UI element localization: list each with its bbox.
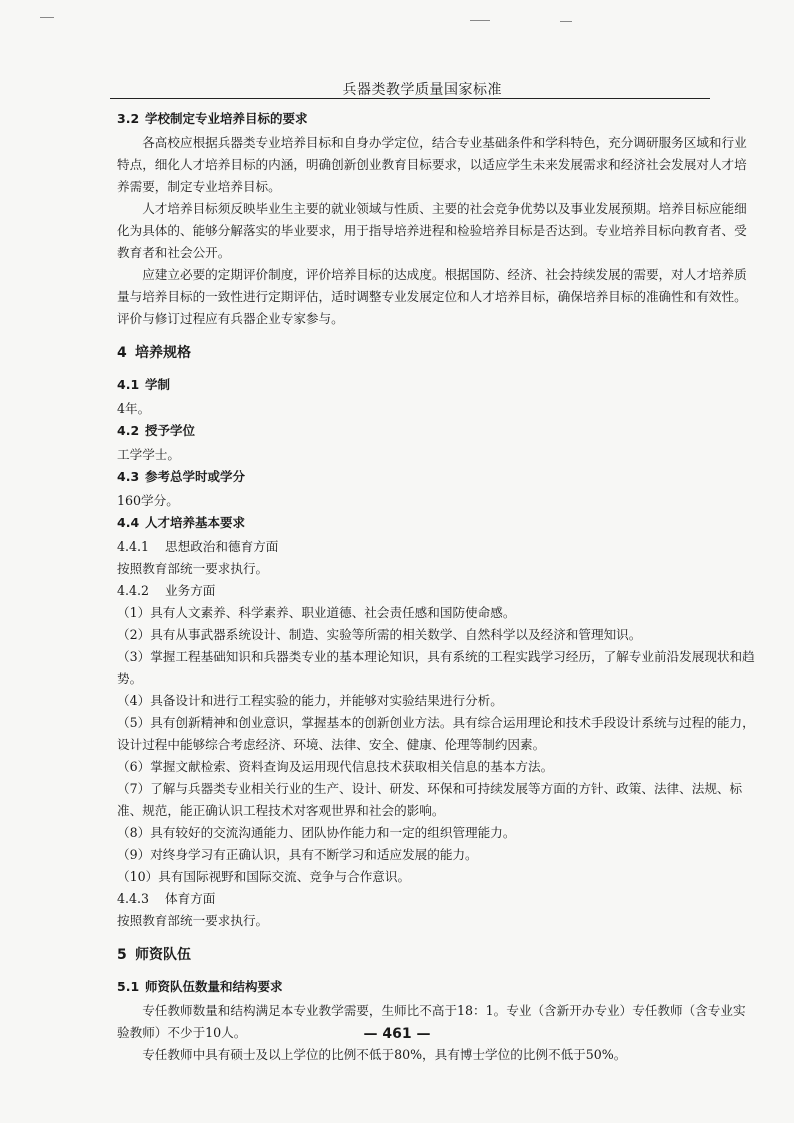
section-heading bbox=[117, 466, 757, 488]
header-rule bbox=[110, 98, 710, 99]
paragraph: 人才培养目标须反映毕业生主要的就业领域与性质、主要的社会竞争优势以及事业发展预期。培养目标应能细化为具体的、能够分解落实的毕业要求，用于指导培养进程和检验培养目标是否达到。专业培养目标向教育者、受教育者和社会公开。 bbox=[117, 201, 747, 260]
subsection-heading bbox=[117, 580, 757, 602]
paragraph: 4年。 bbox=[117, 401, 151, 416]
subsection-number: 4.4.3 bbox=[117, 891, 150, 906]
subsection-title: 体育方面 bbox=[165, 891, 216, 906]
scan-mark bbox=[560, 21, 572, 22]
list-item: （3）掌握工程基础知识和兵器类专业的基本理论知识，具有系统的工程实践学习经历，了解专业前沿发展现状和趋势。 bbox=[117, 649, 755, 686]
list-item: （2）具有从事武器系统设计、制造、实验等所需的相关数学、自然科学以及经济和管理知识。 bbox=[117, 627, 642, 642]
section-heading bbox=[117, 374, 757, 396]
section-heading bbox=[117, 108, 757, 130]
list-item: （9）对终身学习有正确认识，具有不断学习和适应发展的能力。 bbox=[117, 847, 478, 862]
section-number: 4.1 bbox=[117, 377, 140, 392]
paragraph: 应建立必要的定期评价制度，评价培养目标的达成度。根据国防、经济、社会持续发展的需要，对人才培养质量与培养目标的一致性进行定期评估，适时调整专业发展定位和人才培养目标，确保培养目标的准确性和有效性。评价与修订过程应有兵器企业专家参与。 bbox=[117, 267, 747, 326]
paragraph: 各高校应根据兵器类专业培养目标和自身办学定位，结合专业基础条件和学科特色，充分调研服务区域和行业特点，细化人才培养目标的内涵，明确创新创业教育目标要求，以适应学生未来发展需求和经济社会发展对人才培养需要，制定专业培养目标。 bbox=[117, 135, 747, 194]
paragraph: 专任教师数量和结构满足本专业教学需要，生师比不高于18：1。专业（含新开办专业）专任教师（含专业实验教师）不少于10人。 bbox=[117, 1003, 746, 1040]
chapter-number: 5 bbox=[117, 947, 127, 963]
page-content bbox=[117, 108, 757, 1066]
running-header-title: 兵器类教学质量国家标准 bbox=[342, 82, 502, 98]
chapter-title: 师资队伍 bbox=[135, 947, 191, 963]
section-heading bbox=[117, 976, 757, 998]
subsection-title: 思想政治和德育方面 bbox=[165, 539, 279, 554]
section-number: 4.2 bbox=[117, 423, 140, 438]
section-title: 师资队伍数量和结构要求 bbox=[145, 979, 283, 994]
section-number: 3.2 bbox=[117, 111, 140, 126]
section-number: 4.3 bbox=[117, 469, 140, 484]
subsection-heading bbox=[117, 888, 757, 910]
page-number: — 461 — bbox=[363, 1026, 431, 1042]
section-number: 4.4 bbox=[117, 515, 140, 530]
paragraph: 按照教育部统一要求执行。 bbox=[117, 561, 269, 576]
chapter-number: 4 bbox=[117, 345, 127, 361]
section-title: 参考总学时或学分 bbox=[145, 469, 246, 484]
scan-mark bbox=[470, 20, 490, 21]
list-item: （7）了解与兵器类专业相关行业的生产、设计、研发、环保和可持续发展等方面的方针、政策、法律、法规、标准、规范，能正确认识工程技术对客观世界和社会的影响。 bbox=[117, 781, 743, 818]
scan-mark bbox=[40, 17, 54, 18]
chapter-title: 培养规格 bbox=[135, 345, 191, 361]
paragraph: 160学分。 bbox=[117, 493, 179, 508]
section-heading bbox=[117, 420, 757, 442]
section-heading bbox=[117, 512, 757, 534]
paragraph: 专任教师中具有硕士及以上学位的比例不低于80%，具有博士学位的比例不低于50%。 bbox=[142, 1047, 627, 1062]
section-title: 人才培养基本要求 bbox=[145, 515, 246, 530]
list-item: （4）具备设计和进行工程实验的能力，并能够对实验结果进行分析。 bbox=[117, 693, 503, 708]
section-number: 5.1 bbox=[117, 979, 140, 994]
subsection-heading bbox=[117, 536, 757, 558]
list-item: （5）具有创新精神和创业意识，掌握基本的创新创业方法。具有综合运用理论和技术手段设计系统与过程的能力，设计过程中能够综合考虑经济、环境、法律、安全、健康、伦理等制约因素。 bbox=[117, 715, 755, 752]
chapter-heading bbox=[117, 342, 757, 364]
subsection-number: 4.4.2 bbox=[117, 583, 150, 598]
section-title: 授予学位 bbox=[145, 423, 196, 438]
list-item: （8）具有较好的交流沟通能力、团队协作能力和一定的组织管理能力。 bbox=[117, 825, 516, 840]
list-item: （6）掌握文献检索、资料查询及运用现代信息技术获取相关信息的基本方法。 bbox=[117, 759, 554, 774]
section-title: 学制 bbox=[145, 377, 171, 392]
chapter-heading bbox=[117, 944, 757, 966]
subsection-number: 4.4.1 bbox=[117, 539, 150, 554]
list-item: （1）具有人文素养、科学素养、职业道德、社会责任感和国防使命感。 bbox=[117, 605, 516, 620]
paragraph: 按照教育部统一要求执行。 bbox=[117, 913, 269, 928]
subsection-title: 业务方面 bbox=[165, 583, 216, 598]
section-title: 学校制定专业培养目标的要求 bbox=[145, 111, 308, 126]
list-item: （10）具有国际视野和国际交流、竞争与合作意识。 bbox=[117, 869, 411, 884]
paragraph: 工学学士。 bbox=[117, 447, 180, 462]
